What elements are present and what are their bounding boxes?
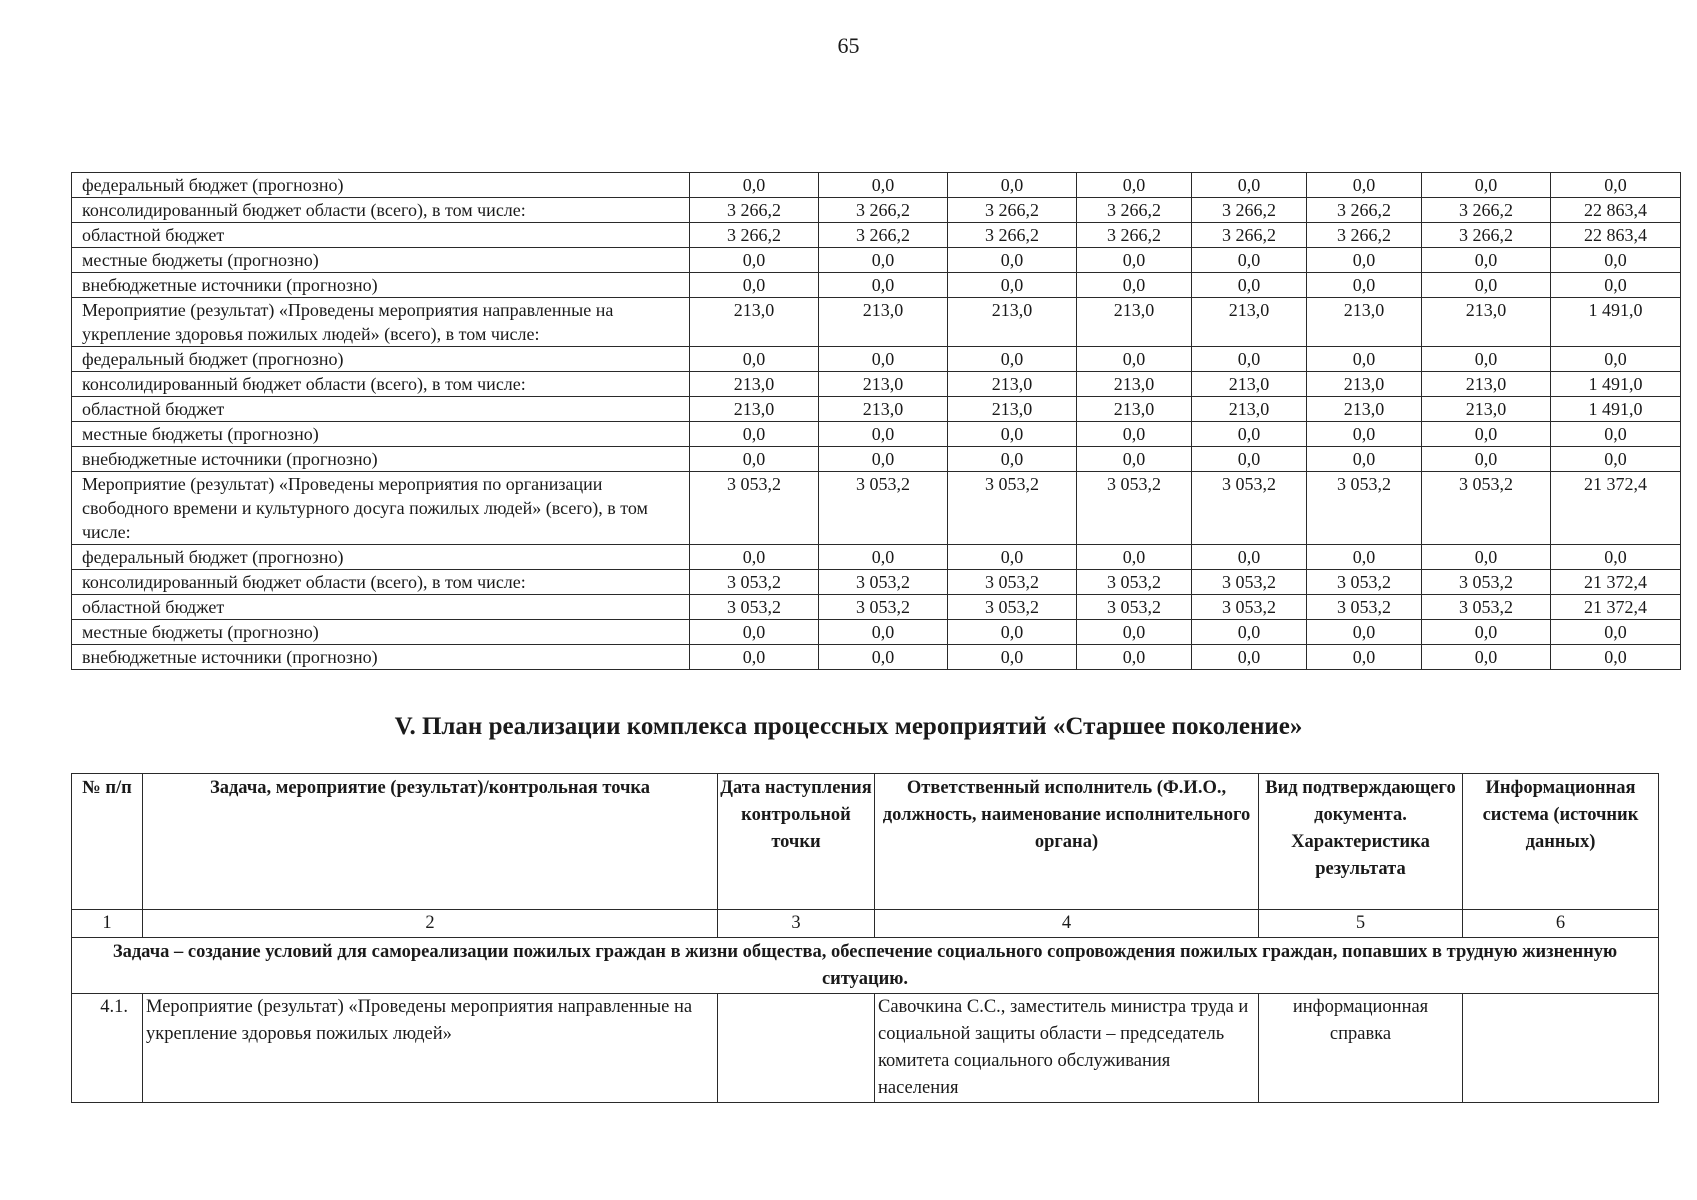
column-number: 5	[1259, 910, 1463, 938]
budget-row-value: 0,0	[1551, 248, 1681, 273]
budget-row-value: 0,0	[1551, 620, 1681, 645]
budget-row-value: 213,0	[1077, 372, 1192, 397]
budget-row-value: 3 053,2	[1077, 472, 1192, 545]
budget-row-value: 3 053,2	[1307, 472, 1422, 545]
budget-row-value: 213,0	[1307, 397, 1422, 422]
budget-row-value: 213,0	[819, 397, 948, 422]
column-number: 3	[718, 910, 875, 938]
budget-row-value: 3 266,2	[819, 198, 948, 223]
budget-row-value: 0,0	[1307, 545, 1422, 570]
plan-header-row	[72, 774, 1659, 910]
budget-row	[72, 570, 1681, 595]
budget-row-value: 213,0	[1307, 372, 1422, 397]
budget-row-value: 213,0	[948, 298, 1077, 347]
budget-row-value: 3 053,2	[690, 595, 819, 620]
budget-row-label: федеральный бюджет (прогнозно)	[72, 347, 690, 372]
budget-row-value: 213,0	[690, 397, 819, 422]
budget-row	[72, 372, 1681, 397]
budget-row-value: 3 053,2	[690, 472, 819, 545]
budget-row	[72, 248, 1681, 273]
plan-table	[71, 773, 1659, 1103]
column-number: 6	[1463, 910, 1659, 938]
budget-row-label: федеральный бюджет (прогнозно)	[72, 545, 690, 570]
budget-row-value: 0,0	[690, 447, 819, 472]
budget-row-label: консолидированный бюджет области (всего), в том числе:	[72, 198, 690, 223]
budget-row-value: 0,0	[1077, 545, 1192, 570]
budget-row-value: 0,0	[1077, 347, 1192, 372]
budget-row-value: 0,0	[1551, 273, 1681, 298]
plan-row-document: информационная справка	[1259, 994, 1463, 1103]
budget-row-value: 0,0	[1551, 422, 1681, 447]
budget-row-value: 213,0	[819, 372, 948, 397]
header-activity: Задача, мероприятие (результат)/контрольная точка	[143, 774, 718, 910]
column-number: 4	[875, 910, 1259, 938]
budget-row-value: 0,0	[690, 248, 819, 273]
budget-row-value: 0,0	[1422, 620, 1551, 645]
budget-row-value: 0,0	[1422, 447, 1551, 472]
budget-row-value: 0,0	[948, 545, 1077, 570]
budget-row	[72, 422, 1681, 447]
budget-row-value: 0,0	[690, 545, 819, 570]
budget-row	[72, 223, 1681, 248]
budget-row-value: 0,0	[948, 173, 1077, 198]
budget-row	[72, 472, 1681, 545]
budget-row-value: 3 053,2	[1192, 570, 1307, 595]
budget-row	[72, 198, 1681, 223]
budget-row-value: 3 266,2	[690, 223, 819, 248]
budget-row	[72, 298, 1681, 347]
budget-row-value: 3 053,2	[948, 595, 1077, 620]
budget-row-value: 0,0	[690, 645, 819, 670]
budget-row-value: 0,0	[690, 273, 819, 298]
budget-row-value: 0,0	[819, 248, 948, 273]
budget-row-value: 0,0	[1192, 545, 1307, 570]
budget-row-value: 0,0	[819, 273, 948, 298]
budget-row-value: 0,0	[1422, 645, 1551, 670]
budget-row-label: федеральный бюджет (прогнозно)	[72, 173, 690, 198]
budget-row-value: 3 053,2	[1307, 595, 1422, 620]
budget-row-value: 0,0	[1551, 447, 1681, 472]
budget-row-value: 21 372,4	[1551, 595, 1681, 620]
budget-row-value: 0,0	[948, 273, 1077, 298]
budget-row-value: 3 053,2	[948, 472, 1077, 545]
budget-row-value: 3 266,2	[1192, 198, 1307, 223]
budget-row-value: 3 053,2	[1192, 472, 1307, 545]
budget-row-value: 0,0	[1307, 620, 1422, 645]
budget-row-value: 3 053,2	[1077, 595, 1192, 620]
budget-row-value: 213,0	[1422, 397, 1551, 422]
budget-row-value: 0,0	[1551, 173, 1681, 198]
budget-row-value: 213,0	[1192, 397, 1307, 422]
plan-row-activity: Мероприятие (результат) «Проведены мероприятия направленные на укрепление здоровья пожилых людей»	[143, 994, 718, 1103]
budget-row-value: 0,0	[1307, 447, 1422, 472]
budget-row-label: внебюджетные источники (прогнозно)	[72, 273, 690, 298]
budget-row-value: 0,0	[690, 620, 819, 645]
budget-row	[72, 645, 1681, 670]
budget-row-value: 0,0	[690, 422, 819, 447]
budget-row-value: 3 266,2	[1422, 223, 1551, 248]
budget-row-value: 0,0	[1077, 422, 1192, 447]
budget-row-label: областной бюджет	[72, 223, 690, 248]
budget-row-value: 0,0	[1192, 422, 1307, 447]
column-number-row	[72, 910, 1659, 938]
budget-row-value: 3 053,2	[819, 595, 948, 620]
budget-row-value: 0,0	[1307, 347, 1422, 372]
budget-row-label: Мероприятие (результат) «Проведены мероприятия направленные на укрепление здоровья пожилых людей» (всего), в том числе:	[72, 298, 690, 347]
budget-row-value: 3 266,2	[1307, 223, 1422, 248]
budget-row-value: 3 266,2	[1192, 223, 1307, 248]
budget-row-value: 0,0	[819, 447, 948, 472]
budget-row-value: 0,0	[1192, 347, 1307, 372]
budget-row-value: 3 266,2	[1307, 198, 1422, 223]
budget-row-value: 0,0	[819, 645, 948, 670]
budget-row-value: 3 266,2	[1077, 223, 1192, 248]
budget-row-value: 0,0	[1551, 645, 1681, 670]
budget-row-label: внебюджетные источники (прогнозно)	[72, 447, 690, 472]
section-title: V. План реализации комплекса процессных мероприятий «Старшее поколение»	[394, 713, 1303, 740]
budget-row-value: 0,0	[1192, 620, 1307, 645]
budget-table-body	[72, 173, 1681, 670]
budget-row-value: 0,0	[948, 422, 1077, 447]
header-responsible: Ответственный исполнитель (Ф.И.О., должность, наименование исполнительного органа)	[875, 774, 1259, 910]
budget-row-value: 3 053,2	[1307, 570, 1422, 595]
budget-row-value: 0,0	[1551, 347, 1681, 372]
budget-row-value: 22 863,4	[1551, 223, 1681, 248]
budget-row	[72, 273, 1681, 298]
budget-row-value: 0,0	[1192, 173, 1307, 198]
budget-row-value: 3 053,2	[1422, 595, 1551, 620]
budget-row-value: 3 053,2	[819, 570, 948, 595]
budget-row-value: 3 266,2	[948, 223, 1077, 248]
budget-row-value: 3 053,2	[690, 570, 819, 595]
budget-row	[72, 173, 1681, 198]
budget-row-label: областной бюджет	[72, 595, 690, 620]
budget-row-label: местные бюджеты (прогнозно)	[72, 620, 690, 645]
budget-row-value: 213,0	[1077, 397, 1192, 422]
budget-row-value: 0,0	[1422, 173, 1551, 198]
budget-row-value: 0,0	[1422, 347, 1551, 372]
budget-row-value: 0,0	[819, 347, 948, 372]
budget-row-value: 0,0	[1192, 645, 1307, 670]
budget-row-value: 21 372,4	[1551, 570, 1681, 595]
budget-row-value: 0,0	[1077, 447, 1192, 472]
budget-row-value: 3 266,2	[1422, 198, 1551, 223]
budget-row-label: областной бюджет	[72, 397, 690, 422]
budget-row-label: местные бюджеты (прогнозно)	[72, 422, 690, 447]
budget-row-value: 213,0	[1422, 298, 1551, 347]
budget-row-value: 3 053,2	[1422, 472, 1551, 545]
page-number: 65	[837, 33, 860, 58]
budget-row-value: 1 491,0	[1551, 397, 1681, 422]
budget-row-value: 213,0	[819, 298, 948, 347]
budget-row-value: 0,0	[1307, 273, 1422, 298]
budget-row-value: 0,0	[1307, 422, 1422, 447]
budget-row-value: 0,0	[819, 545, 948, 570]
budget-row-value: 1 491,0	[1551, 372, 1681, 397]
budget-row-value: 0,0	[1307, 248, 1422, 273]
budget-row-value: 3 053,2	[1192, 595, 1307, 620]
budget-row-value: 21 372,4	[1551, 472, 1681, 545]
plan-row	[72, 994, 1659, 1103]
budget-row-value: 3 266,2	[819, 223, 948, 248]
budget-row-value: 0,0	[948, 347, 1077, 372]
budget-row-value: 0,0	[1192, 447, 1307, 472]
budget-row	[72, 545, 1681, 570]
budget-row	[72, 447, 1681, 472]
task-description: Задача – создание условий для самореализации пожилых граждан в жизни общества, обеспечение социального сопровождения пожилых граждан, попавших в трудную жизненную ситуацию.	[72, 938, 1659, 994]
budget-row-value: 0,0	[948, 620, 1077, 645]
header-number: № п/п	[72, 774, 143, 910]
budget-row-value: 0,0	[1422, 273, 1551, 298]
plan-row-date	[718, 994, 875, 1103]
budget-row-value: 0,0	[1307, 173, 1422, 198]
budget-row-value: 0,0	[1077, 620, 1192, 645]
budget-row-value: 213,0	[1077, 298, 1192, 347]
header-document: Вид подтверждающего документа. Характеристика результата	[1259, 774, 1463, 910]
budget-row-value: 0,0	[1077, 645, 1192, 670]
budget-row-value: 0,0	[1077, 248, 1192, 273]
budget-row	[72, 397, 1681, 422]
budget-row-value: 0,0	[690, 173, 819, 198]
budget-row-value: 0,0	[1192, 273, 1307, 298]
budget-row-value: 213,0	[948, 372, 1077, 397]
budget-row-value: 3 053,2	[1077, 570, 1192, 595]
budget-row-value: 0,0	[690, 347, 819, 372]
budget-row-value: 0,0	[948, 645, 1077, 670]
budget-row-value: 0,0	[1422, 422, 1551, 447]
budget-row-value: 213,0	[1192, 372, 1307, 397]
budget-row-label: внебюджетные источники (прогнозно)	[72, 645, 690, 670]
plan-row-info-system	[1463, 994, 1659, 1103]
column-number: 2	[143, 910, 718, 938]
budget-row	[72, 595, 1681, 620]
task-row	[72, 938, 1659, 994]
column-number: 1	[72, 910, 143, 938]
budget-row-value: 0,0	[819, 173, 948, 198]
budget-row-value: 3 266,2	[1077, 198, 1192, 223]
budget-row-value: 0,0	[948, 447, 1077, 472]
budget-row-value: 0,0	[819, 620, 948, 645]
budget-row-value: 1 491,0	[1551, 298, 1681, 347]
budget-row-value: 0,0	[1551, 545, 1681, 570]
budget-row-value: 22 863,4	[1551, 198, 1681, 223]
budget-row-value: 0,0	[1422, 545, 1551, 570]
budget-row-value: 213,0	[690, 372, 819, 397]
budget-row-value: 3 053,2	[948, 570, 1077, 595]
budget-row-value: 213,0	[690, 298, 819, 347]
budget-row-value: 3 053,2	[1422, 570, 1551, 595]
budget-row	[72, 347, 1681, 372]
plan-row-responsible: Савочкина С.С., заместитель министра труда и социальной защиты области – председатель комитета социального обслуживания населения	[875, 994, 1259, 1103]
budget-table	[71, 172, 1681, 670]
budget-row-value: 0,0	[1307, 645, 1422, 670]
budget-row-value: 0,0	[948, 248, 1077, 273]
plan-row-number: 4.1.	[72, 994, 143, 1103]
budget-row-value: 213,0	[1192, 298, 1307, 347]
budget-row-value: 213,0	[1307, 298, 1422, 347]
budget-row-value: 0,0	[1422, 248, 1551, 273]
budget-row-value: 0,0	[819, 422, 948, 447]
budget-row-value: 3 266,2	[690, 198, 819, 223]
budget-row-label: консолидированный бюджет области (всего), в том числе:	[72, 372, 690, 397]
budget-row-label: Мероприятие (результат) «Проведены мероприятия по организации свободного времени и культурного досуга пожилых людей» (всего), в том числе:	[72, 472, 690, 545]
budget-row-value: 0,0	[1077, 273, 1192, 298]
budget-row-value: 213,0	[948, 397, 1077, 422]
budget-row-value: 0,0	[1192, 248, 1307, 273]
budget-row	[72, 620, 1681, 645]
budget-row-label: местные бюджеты (прогнозно)	[72, 248, 690, 273]
budget-row-value: 0,0	[1077, 173, 1192, 198]
budget-row-label: консолидированный бюджет области (всего), в том числе:	[72, 570, 690, 595]
budget-row-value: 3 266,2	[948, 198, 1077, 223]
budget-row-value: 3 053,2	[819, 472, 948, 545]
budget-row-value: 213,0	[1422, 372, 1551, 397]
header-date: Дата наступления контрольной точки	[718, 774, 875, 910]
header-info-system: Информационная система (источник данных)	[1463, 774, 1659, 910]
